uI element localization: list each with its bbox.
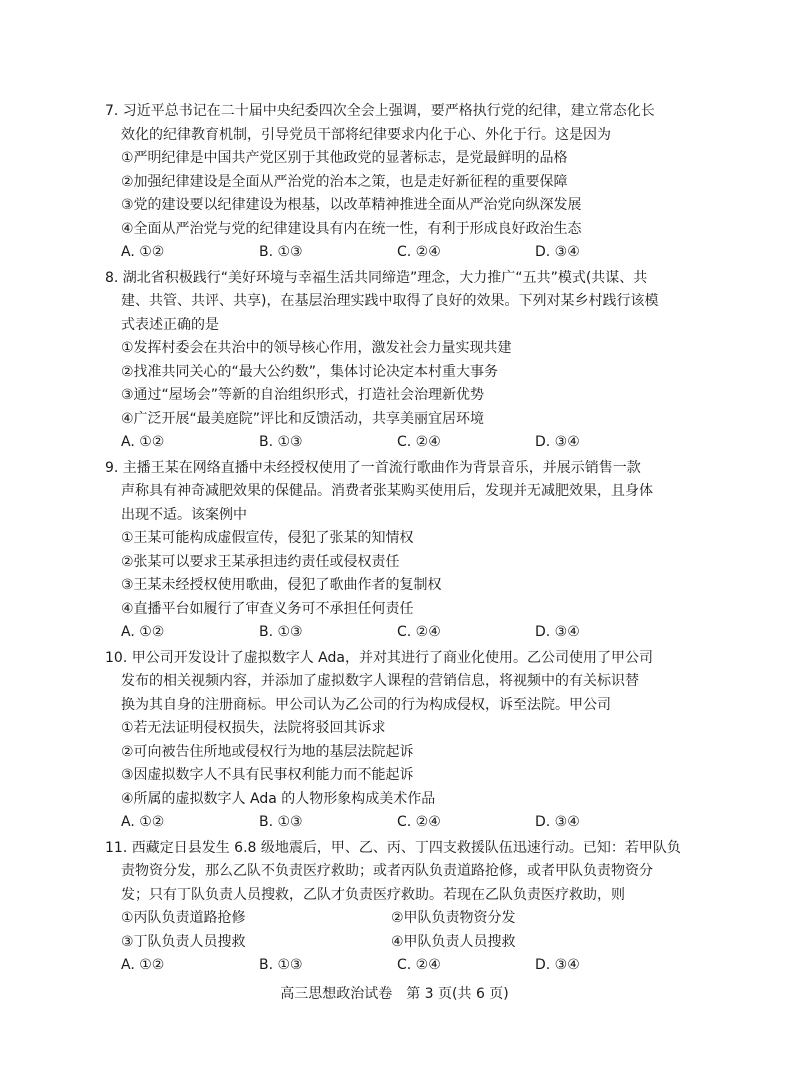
choice-c: C. ②④	[397, 624, 441, 640]
statement: ④广泛开展“最美庭院”评比和反馈活动，共享美丽宜居环境	[121, 410, 485, 427]
answer-choices	[105, 954, 705, 978]
question-11	[105, 837, 705, 978]
choice-b: B. ①③	[259, 814, 303, 830]
choice-d: D. ③④	[535, 244, 580, 260]
statement-row	[105, 931, 705, 955]
choice-a: A. ①②	[121, 624, 165, 640]
statement: ④全面从严治党与党的纪律建设具有内在统一性，有利于形成良好政治生态	[121, 220, 582, 237]
question-7	[105, 100, 705, 265]
question-stem-line: 声称具有神奇减肥效果的保健品。消费者张某购买使用后，发现并无减肥效果，且身体	[121, 483, 653, 499]
question-stem-line: 建、共管、共评、共享)，在基层治理实践中取得了良好的效果。下列对某乡村践行该模	[121, 293, 659, 309]
statement: ②甲队负责物资分发	[391, 910, 516, 926]
statement: ④甲队负责人员搜救	[391, 933, 516, 950]
statement: ④直播平台如履行了审查义务可不承担任何责任	[121, 600, 414, 617]
statement: ①严明纪律是中国共产党区别于其他政党的显著标志，是党最鲜明的品格	[121, 150, 568, 166]
choice-c: C. ②④	[397, 244, 441, 260]
choice-b: B. ①③	[259, 434, 303, 450]
statement: ②张某可以要求王某承担违约责任或侵权责任	[121, 553, 400, 570]
question-9	[105, 457, 705, 645]
answer-choices	[105, 431, 705, 455]
statement: ①若无法证明侵权损失，法院将驳回其诉求	[121, 720, 386, 736]
statement: ①发挥村委会在共治中的领导核心作用，激发社会力量实现共建	[121, 340, 512, 356]
choice-d: D. ③④	[535, 814, 580, 830]
question-stem-line: 效化的纪律教育机制，引导党员干部将纪律要求内化于心、外化于行。这是因为	[121, 126, 611, 143]
answer-choices	[105, 811, 705, 835]
choice-c: C. ②④	[397, 434, 441, 450]
statement: ③党的建设要以纪律建设为根基，以改革精神推进全面从严治党向纵深发展	[121, 197, 582, 213]
question-10	[105, 647, 705, 835]
question-stem-line: 发布的相关视频内容，并添加了虚拟数字人课程的营销信息，将视频中的有关标识替	[121, 673, 639, 689]
choice-d: D. ③④	[535, 624, 580, 640]
statement: ②加强纪律建设是全面从严治党的治本之策，也是走好新征程的重要保障	[121, 173, 568, 190]
statement: ②找准共同关心的“最大公约数”，集体讨论决定本村重大事务	[121, 363, 499, 380]
choice-d: D. ③④	[535, 957, 580, 973]
statement-row	[105, 907, 705, 931]
question-8	[105, 267, 705, 455]
statement: ①丙队负责道路抢修	[121, 910, 246, 926]
question-stem-line: 9. 主播王某在网络直播中未经授权使用了一首流行歌曲作为背景音乐，并展示销售一款	[105, 459, 641, 476]
question-stem-line: 换为其自身的注册商标。甲公司认为乙公司的行为构成侵权，诉至法院。甲公司	[121, 696, 611, 713]
choice-a: A. ①②	[121, 957, 165, 973]
question-stem-line: 发；只有丁队负责人员搜救，乙队才负责医疗救助。若现在乙队负责医疗救助，则	[121, 886, 625, 903]
choice-b: B. ①③	[259, 957, 303, 973]
statement: ④所属的虚拟数字人 Ada 的人物形象构成美术作品	[121, 790, 436, 807]
choice-d: D. ③④	[535, 434, 580, 450]
choice-a: A. ①②	[121, 244, 165, 260]
choice-a: A. ①②	[121, 434, 165, 450]
page-footer: 高三思想政治试卷 第 3 页(共 6 页)	[280, 986, 509, 1002]
question-stem-line: 7. 习近平总书记在二十届中央纪委四次全会上强调，要严格执行党的纪律，建立常态化长	[105, 103, 655, 119]
statement: ③丁队负责人员搜救	[121, 933, 246, 950]
choice-b: B. ①③	[259, 624, 303, 640]
choice-b: B. ①③	[259, 244, 303, 260]
question-stem-line: 11. 西藏定日县发生 6.8 级地震后，甲、乙、丙、丁四支救援队伍迅速行动。已知：若甲队负	[105, 839, 681, 856]
statement: ②可向被告住所地或侵权行为地的基层法院起诉	[121, 743, 414, 760]
question-stem-line: 8. 湖北省积极践行“美好环境与幸福生活共同缔造”理念，大力推广“五共”模式(共谋、共	[105, 269, 648, 286]
question-stem-line: 责物资分发，那么乙队不负责医疗救助；或者丙队负责道路抢修，或者甲队负责物资分	[121, 863, 653, 879]
statement: ③通过“屋场会”等新的自治组织形式，打造社会治理新优势	[121, 387, 485, 403]
statement: ③王某未经授权使用歌曲，侵犯了歌曲作者的复制权	[121, 577, 442, 593]
question-stem-line: 式表述正确的是	[121, 316, 219, 333]
statement: ③因虚拟数字人不具有民事权利能力而不能起诉	[121, 767, 414, 783]
choice-a: A. ①②	[121, 814, 165, 830]
answer-choices	[105, 241, 705, 265]
choice-c: C. ②④	[397, 814, 441, 830]
statement: ①王某可能构成虚假宣传，侵犯了张某的知情权	[121, 530, 414, 546]
answer-choices	[105, 621, 705, 645]
question-stem-line: 10. 甲公司开发设计了虚拟数字人 Ada，并对其进行了商业化使用。乙公司使用了甲公司	[105, 649, 653, 666]
question-stem-line: 出现不适。该案例中	[121, 506, 247, 523]
questions-area	[105, 100, 705, 980]
choice-c: C. ②④	[397, 957, 441, 973]
